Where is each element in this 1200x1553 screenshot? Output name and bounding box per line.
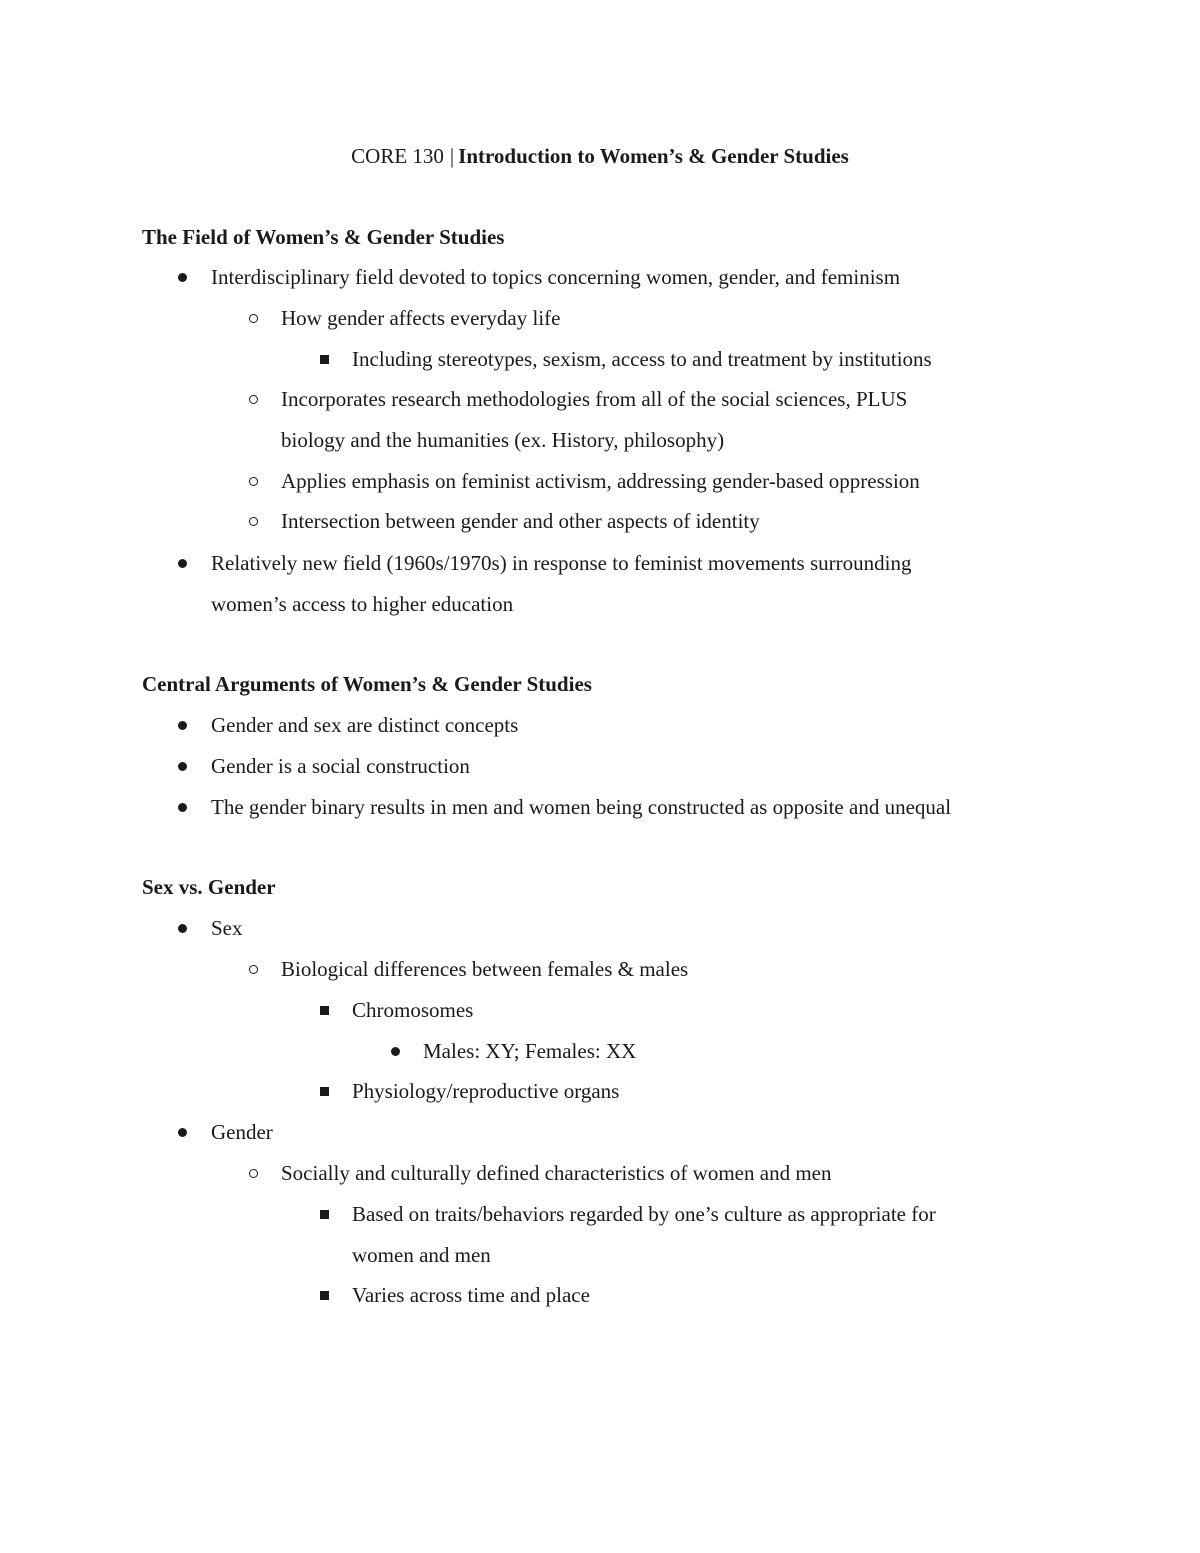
disc-bullet-icon [175,746,189,787]
list-item-text: Varies across time and place [352,1283,590,1307]
square-bullet-icon [317,339,331,380]
circle-bullet-icon [246,379,260,420]
list-item-text: Interdisciplinary field devoted to topics concerning women, gender, and feminism [211,265,901,289]
square-bullet-icon [317,1275,331,1316]
list-item-text: Sex [211,916,243,940]
section-heading-arguments: Central Arguments of Women’s & Gender Studies [142,672,592,696]
disc-bullet-icon [175,787,189,828]
list-item [281,501,760,542]
document-title [0,140,1200,172]
list-item-text: Males: XY; Females: XX [423,1039,637,1063]
list-item [211,787,951,828]
list-item-text: How gender affects everyday life [281,306,561,330]
disc-bullet-icon [175,257,189,298]
circle-bullet-icon [246,298,260,339]
list-item-text: Chromosomes [352,998,474,1022]
course-code: CORE 130 [351,144,444,168]
circle-bullet-icon [246,501,260,542]
circle-bullet-icon [246,949,260,990]
title-separator: | [449,144,455,168]
list-item-text: Relatively new field (1960s/1970s) in response to feminist movements surrounding [211,551,912,575]
list-item [352,990,473,1031]
list-item-text: Physiology/reproductive organs [352,1079,620,1103]
list-item [281,949,688,990]
circle-bullet-icon [246,1153,260,1194]
disc-bullet-icon [175,543,189,584]
list-item-text: Including stereotypes, sexism, access to and treatment by institutions [352,347,932,371]
square-bullet-icon [317,1071,331,1112]
list-item-continuation: biology and the humanities (ex. History, philosophy) [281,427,725,452]
list-item [281,461,920,502]
disc-bullet-icon [175,705,189,746]
list-item-text: The gender binary results in men and women being constructed as opposite and unequal [211,795,952,819]
list-item [352,1071,619,1112]
square-bullet-icon [317,990,331,1031]
list-item [281,379,907,460]
list-item-text: Gender and sex are distinct concepts [211,713,519,737]
disc-bullet-icon [175,908,189,949]
list-item [352,1275,590,1316]
list-item-text: Biological differences between females & males [281,957,689,981]
list-item-text: Gender [211,1120,273,1144]
list-item [211,1112,273,1153]
disc-bullet-icon [388,1031,402,1072]
list-item [211,543,911,624]
list-item-continuation: women and men [352,1242,491,1267]
list-item-text: Applies emphasis on feminist activism, addressing gender-based oppression [281,469,920,493]
list-item [352,1194,936,1275]
list-item [211,908,243,949]
list-item-text: Based on traits/behaviors regarded by one’s culture as appropriate for [352,1202,936,1226]
list-item [211,746,470,787]
list-item [352,339,932,380]
circle-bullet-icon [246,461,260,502]
section-heading-field: The Field of Women’s & Gender Studies [142,225,505,249]
list-item-text: Intersection between gender and other aspects of identity [281,509,760,533]
list-item-text: Socially and culturally defined characteristics of women and men [281,1161,832,1185]
square-bullet-icon [317,1194,331,1235]
list-item [211,257,900,298]
list-item-text: Gender is a social construction [211,754,470,778]
list-item [423,1031,636,1072]
list-item-text: Incorporates research methodologies from all of the social sciences, PLUS [281,387,908,411]
list-item-continuation: women’s access to higher education [211,591,514,616]
disc-bullet-icon [175,1112,189,1153]
list-item [211,705,518,746]
section-heading-sex-vs-gender: Sex vs. Gender [142,875,276,899]
course-name: Introduction to Women’s & Gender Studies [458,144,849,168]
list-item [281,1153,831,1194]
list-item [281,298,560,339]
